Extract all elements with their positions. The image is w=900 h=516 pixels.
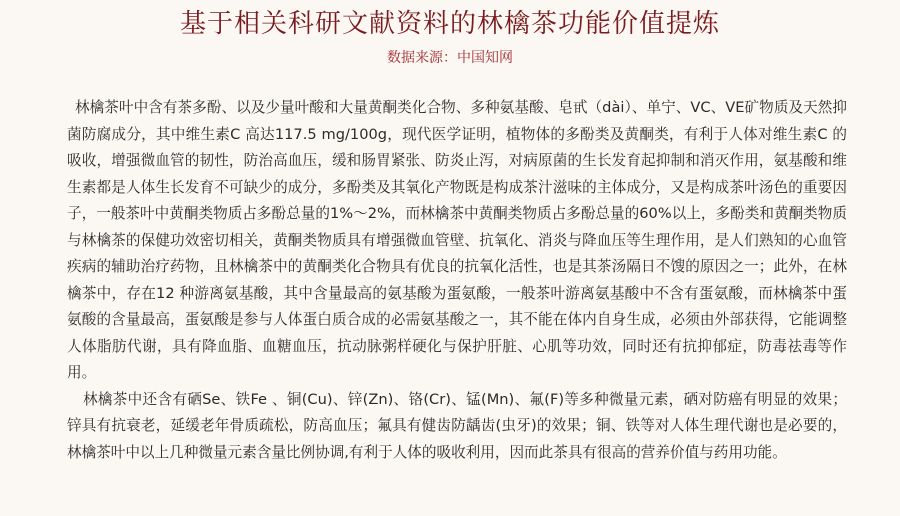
paragraph-2: 林檎茶中还含有硒Se、铁Fe 、铜(Cu)、锌(Zn)、铬(Cr)、锰(Mn)、氟(F)等多种微量元素，硒对防癌有明显的效果；锌具有抗衰老，延缓老年骨质疏松，防高血压；氟具有健齿防龋齿(虫牙)的效果；铜、铁等对人体生理代谢也是必要的，林檎茶叶中以上几种微量元素含量比例协调,有利于人体的吸收利用，因而此茶具有很高的营养价值与药用功能。 (67, 390, 847, 461)
paragraph-1: 林檎茶叶中含有茶多酚、以及少量叶酸和大量黄酮类化合物、多种氨基酸、皂甙（dài）、单宁、VC、VE矿物质及天然抑菌防腐成分，其中维生素C 高达117.5 mg/100g，现代医学证明，植物体的多酚类及黄酮类，有利于人体对维生素C 的吸收，增强微血管的韧性，防治高血压，缓和肠胃紧张、防炎止泻，对病原菌的生长发育起抑制和消灭作用，氨基酸和维生素都是人体生长发育不可缺少的成分，多酚类及其氧化产物既是构成茶汁滋味的主体成分，又是构成茶叶汤色的重要因子，一般茶叶中黄酮类物质占多酚总量的1%～2%，而林檎茶中黄酮类物质占多酚总量的60%以上，多酚类和黄酮类物质与林檎茶的保健功效密切相关，黄酮类物质具有增强微血管壁、抗氧化、消炎与降血压等生理作用，是人们熟知的心血管疾病的辅助治疗药物，且林檎茶中的黄酮类化合物具有优良的抗氧化活性，也是其茶汤隔日不馊的原因之一；此外，在林檎茶中，存在12 种游离氨基酸，其中含量最高的氨基酸为蛋氨酸，一般茶叶游离氨基酸中不含有蛋氨酸，而林檎茶中蛋氨酸的含量最高，蛋氨酸是参与人体蛋白质合成的必需氨基酸之一，其不能在体内自身生成，必须由外部获得，它能调整人体脂肪代谢，具有降血脂、血糖血压，抗动脉粥样硬化与保护肝脏、心肌等功效，同时还有抗抑郁症，防毒祛毒等作用。 (67, 99, 847, 381)
data-source: 数据来源：中国知网 (387, 50, 513, 66)
page-title: 基于相关科研文献资料的林檎茶功能价值提炼 (179, 9, 720, 39)
article-body (67, 95, 847, 466)
